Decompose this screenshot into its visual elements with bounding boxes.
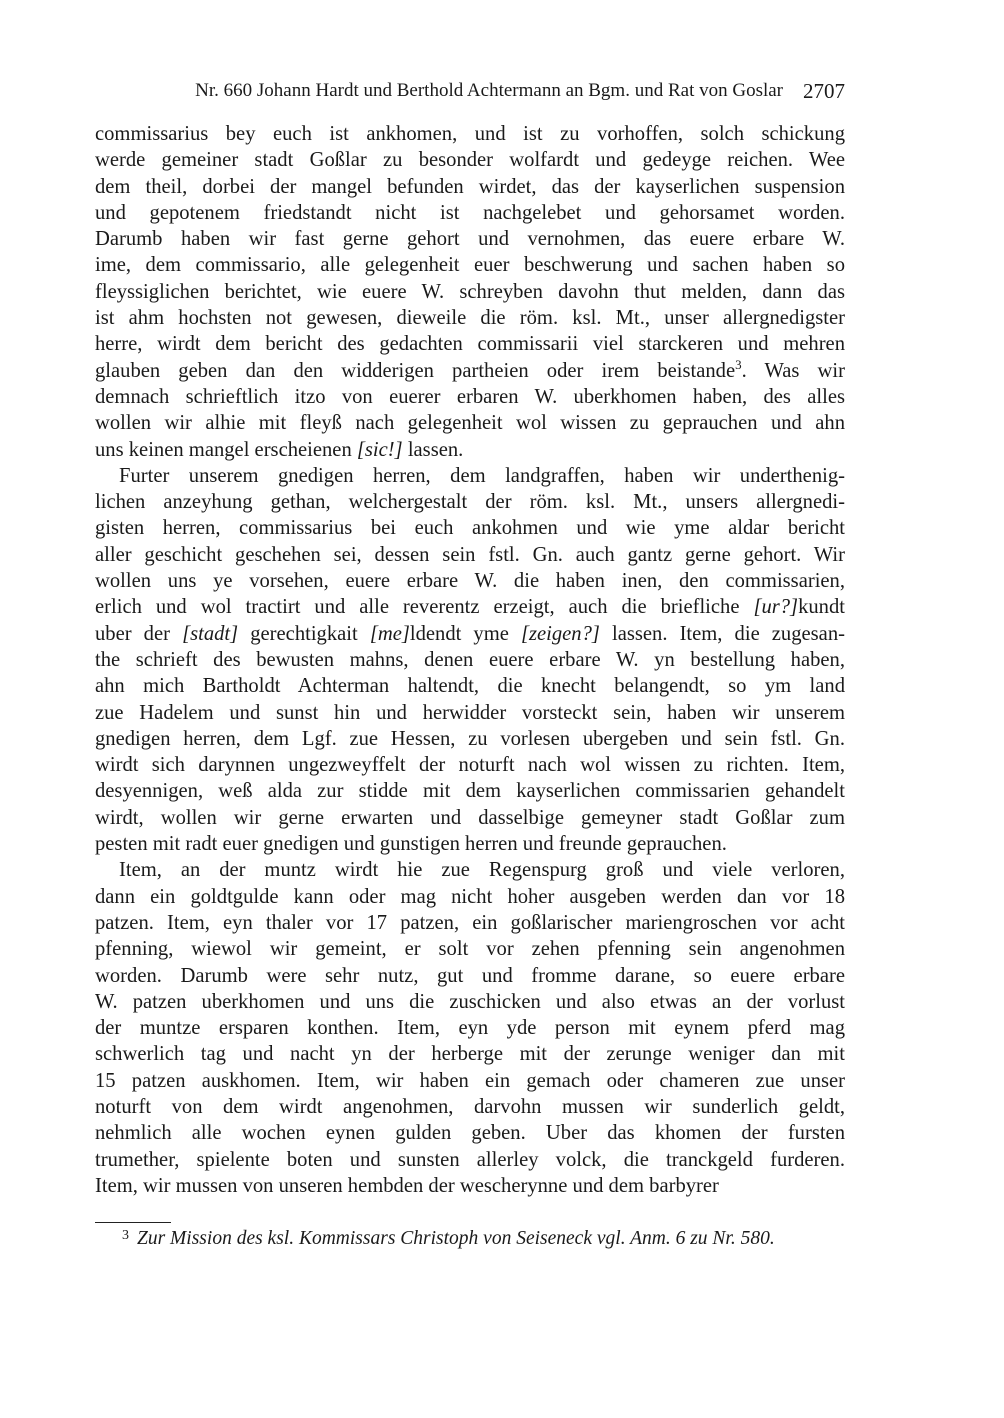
text-segment: gnedigen herren, dem Lgf. zue Hessen, zu vorlesen ubergeben und sein fstl. Gn.	[95, 727, 845, 750]
footnote-text: Zur Mission des ksl. Kommissars Christoph von Seiseneck vgl. Anm. 6 zu Nr. 580.	[137, 1228, 775, 1249]
text-segment: 15 patzen auskhomen. Item, wir haben ein gemach oder chameren zue unser	[95, 1069, 845, 1092]
text-segment: lichen anzeyhung gethan, welchergestalt der röm. ksl. Mt., unsers allergnedi-	[95, 491, 845, 514]
text-segment: wirdt, wollen wir gerne erwarten und dasselbige gemeyner stadt Goßlar zum	[95, 806, 845, 829]
text-line	[95, 384, 845, 410]
text-segment: ist ahm hochsten not gewesen, dieweile die röm. ksl. Mt., unser allergnedigster	[95, 307, 845, 330]
running-header	[95, 80, 845, 106]
text-line	[95, 884, 845, 910]
text-line	[95, 621, 845, 647]
text-segment: aller geschicht geschehen sei, dessen sein fstl. Gn. auch gantz gerne gehort. Wir	[95, 543, 845, 566]
text-line	[95, 1015, 845, 1041]
editorial-insertion: [zeigen?]	[520, 622, 600, 645]
text-segment: Item, an der muntz wirdt hie zue Regenspurg groß und viele verloren,	[119, 859, 845, 882]
text-line	[95, 437, 845, 463]
text-segment: commissarius bey euch ist ankhomen, und ist zu vorhoffen, solch schickung	[95, 123, 845, 145]
text-segment: worden. Darumb were sehr nutz, gut und fromme darane, so euere erbare	[95, 964, 845, 987]
text-segment: Item, wir mussen von unseren hembden der wescherynne und dem barbyrer	[95, 1174, 719, 1197]
text-line	[95, 200, 845, 226]
page-number: 2707	[803, 79, 845, 103]
text-line	[95, 936, 845, 962]
text-line	[95, 121, 845, 147]
body-text	[95, 121, 845, 1199]
text-segment: . Was wir	[741, 359, 846, 382]
text-line	[95, 594, 845, 620]
text-segment: ahn mich Bartholdt Achterman haltendt, die knecht belangendt, so ym land	[95, 675, 845, 698]
text-segment: und gepotenem friedstandt nicht ist nachgelebet und gehorsamet worden.	[95, 201, 845, 224]
text-segment: herre, wirdt dem bericht des gedachten commissarii viel starckeren und mehren	[95, 333, 845, 356]
text-line	[95, 489, 845, 515]
text-segment: patzen. Item, eyn thaler vor 17 patzen, ein goßlarischer mariengroschen vor acht	[95, 911, 845, 934]
paragraph	[95, 121, 845, 463]
text-segment: gerechtigkait	[238, 622, 370, 645]
text-segment: lassen.	[402, 438, 464, 461]
text-segment: fleyssiglichen berichtet, wie euere W. schreyben davohn thut melden, dann das	[95, 280, 845, 303]
text-segment: gisten herren, commissarius bei euch ankohmen und wie yme aldar bericht	[95, 517, 845, 540]
text-line	[95, 857, 845, 883]
text-segment: wollen uns ye vorsehen, euere erbare W. die haben inen, den commissarien,	[95, 570, 845, 593]
text-segment: werde gemeiner stadt Goßlar zu besonder wolfardt und gedeyge reichen. Wee	[95, 149, 845, 172]
footnote-reference: 3	[735, 356, 742, 372]
text-line	[95, 1120, 845, 1146]
text-segment: pesten mit radt euer gnedigen und gunstigen herren und freunde geprauchen.	[95, 833, 727, 856]
text-line	[95, 331, 845, 357]
text-segment: zue Hadelem und sunst hin und herwidder vorsteckt sein, haben wir unserem	[95, 701, 845, 724]
text-line	[95, 410, 845, 436]
text-line	[95, 1068, 845, 1094]
text-segment: ldendt yme	[409, 622, 521, 645]
running-header-title: Nr. 660 Johann Hardt und Berthold Achtermann an Bgm. und Rat von Goslar	[195, 80, 783, 101]
text-segment: lassen. Item, die zugesan-	[599, 622, 845, 645]
text-line	[95, 989, 845, 1015]
text-segment: nehmlich alle wochen eynen gulden geben. Uber das khomen der fursten	[95, 1122, 845, 1145]
footnote-divider	[95, 1222, 171, 1223]
text-line	[95, 252, 845, 278]
text-line	[95, 647, 845, 673]
text-segment: wollen wir alhie mit fleyß nach gelegenheit wol wissen zu geprauchen und ahn	[95, 412, 845, 435]
text-line	[95, 1041, 845, 1067]
footnote-number: 3	[122, 1228, 129, 1243]
text-segment: W. patzen uberkhomen und uns die zuschicken und also etwas an der vorlust	[95, 990, 845, 1013]
text-segment: glauben geben dan den widderigen partheien oder irem beistande	[95, 359, 736, 382]
text-line	[95, 963, 845, 989]
text-segment: demnach schrieftlich itzo von euerer erbaren W. uberkhomen haben, des alles	[95, 385, 845, 408]
text-line	[95, 174, 845, 200]
text-line	[95, 1173, 845, 1199]
text-segment: trumether, spielente boten und sunsten allerley volck, die tranckgeld furderen.	[95, 1148, 845, 1171]
text-line	[95, 568, 845, 594]
text-segment: uns keinen mangel erscheienen	[95, 438, 357, 461]
text-segment: noturft von dem wirdt angenohmen, darvohn mussen wir sunderlich geldt,	[95, 1095, 845, 1118]
text-line	[95, 358, 845, 384]
footnote	[122, 1228, 775, 1250]
text-line	[95, 778, 845, 804]
text-line	[95, 279, 845, 305]
paragraph	[95, 463, 845, 857]
text-segment: uber der	[95, 622, 183, 645]
text-segment: dann ein goldtgulde kann oder mag nicht hoher ausgeben werden dan vor 18	[95, 885, 845, 908]
text-line	[95, 305, 845, 331]
text-line	[95, 515, 845, 541]
text-segment: Darumb haben wir fast gerne gehort und vernohmen, das euere erbare W.	[95, 228, 845, 251]
editorial-insertion: [ur?]	[753, 596, 799, 619]
text-segment: der muntze ersparen konthen. Item, eyn yde person mit eynem pferd mag	[95, 1017, 845, 1040]
text-segment: kundt	[798, 596, 845, 619]
text-segment: ime, dem commissario, alle gelegenheit euer beschwerung und sachen haben so	[95, 254, 845, 277]
text-segment: pfenning, wiewol wir gemeint, er solt vor zehen pfenning sein angenohmen	[95, 938, 845, 961]
text-segment: Furter unserem gnedigen herren, dem landgraffen, haben wir underthenig-	[119, 464, 845, 487]
text-segment: dem theil, dorbei der mangel befunden wirdet, das der kayserlichen suspension	[95, 175, 845, 198]
text-line	[95, 726, 845, 752]
text-line	[95, 831, 845, 857]
text-line	[95, 1147, 845, 1173]
text-line	[95, 542, 845, 568]
paragraph	[95, 857, 845, 1199]
text-line	[95, 463, 845, 489]
text-line	[95, 673, 845, 699]
text-segment: desyennigen, weß alda zur stidde mit dem kayserlichen commissarien gehandelt	[95, 780, 845, 803]
text-segment: schwerlich tag und nacht yn der herberge mit der zerunge weniger dan mit	[95, 1043, 845, 1066]
text-line	[95, 226, 845, 252]
text-segment: erlich und wol tractirt und alle reverentz erzeigt, auch die briefliche	[95, 596, 754, 619]
text-segment: the schrieft des bewusten mahns, denen euere erbare W. yn bestellung haben,	[95, 648, 845, 671]
editorial-insertion: [me]	[369, 622, 410, 645]
text-segment: wirdt sich darynnen ungezweyffelt der noturft nach wol wissen zu richten. Item,	[95, 754, 845, 777]
editorial-insertion: [stadt]	[182, 622, 239, 645]
text-line	[95, 805, 845, 831]
editorial-insertion: [sic!]	[356, 438, 403, 461]
text-line	[95, 910, 845, 936]
text-line	[95, 700, 845, 726]
text-line	[95, 147, 845, 173]
text-line	[95, 1094, 845, 1120]
text-line	[95, 752, 845, 778]
